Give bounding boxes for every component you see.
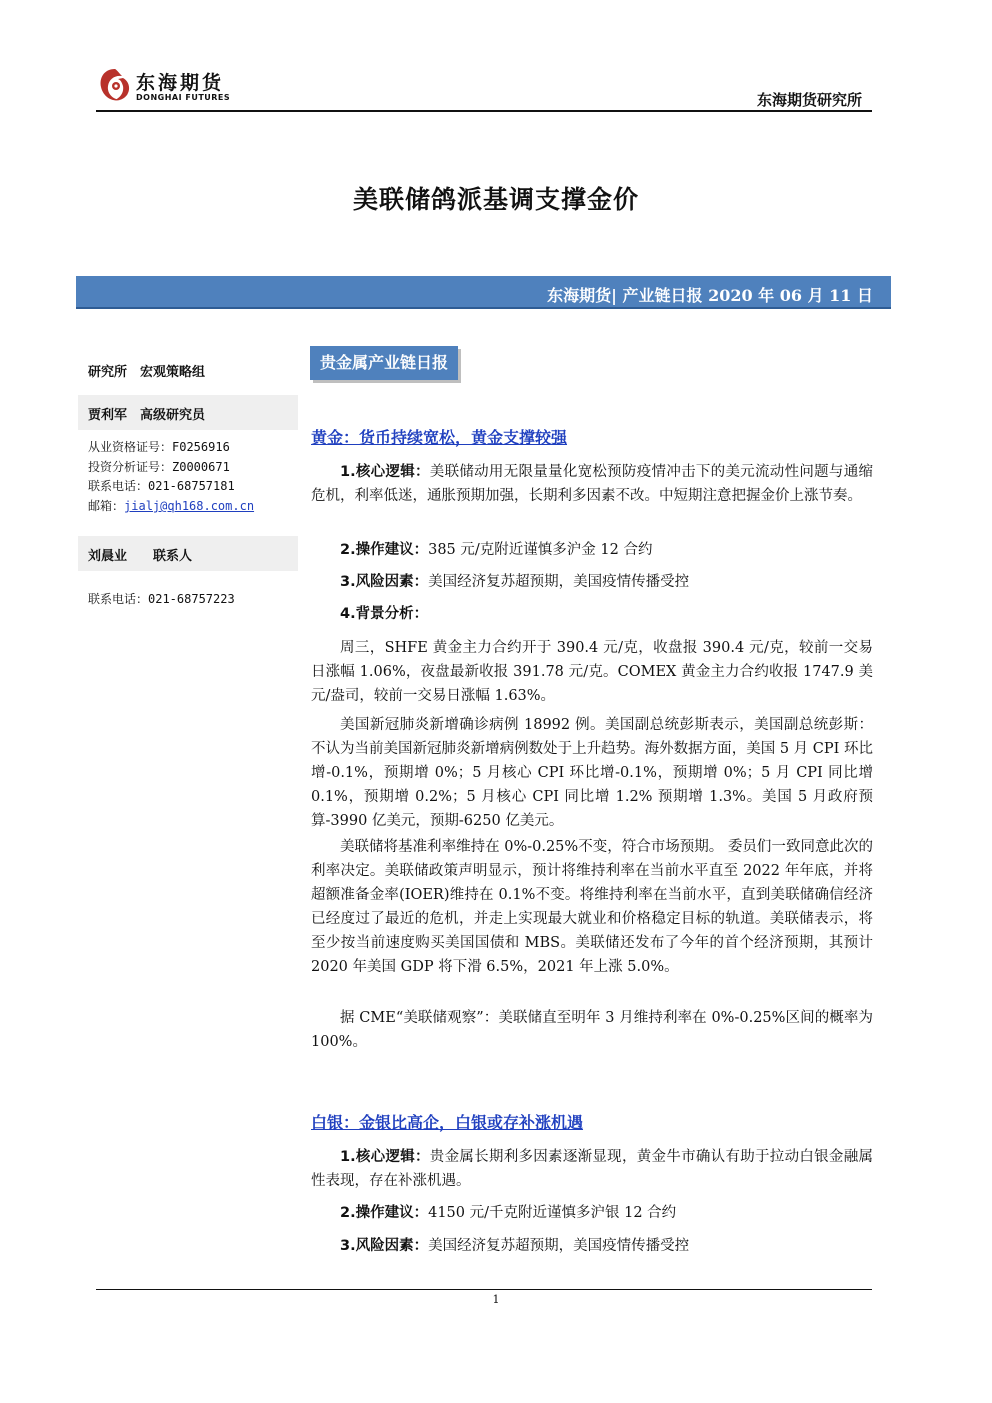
analyst1-name: 贾利军 高级研究员 — [88, 408, 206, 423]
email-link[interactable]: jialj@qh168.com.cn — [124, 499, 255, 513]
silver-risk-text: 美国经济复苏超预期，美国疫情传播受控 — [428, 1238, 690, 1254]
report-banner — [76, 276, 891, 309]
analyst1-phone: 联系电话：021-68757181 — [88, 479, 235, 493]
analyst1-email-line — [88, 497, 254, 514]
gold-paragraph-3: 美联储将基准利率维持在 0%-0.25%不变，符合市场预期。 委员们一致同意此次的利率决定。美联储政策声明显示，预计将维持利率在当前水平直至 2022 年年底，并将超额准备金率(IOER)维持在 0.1%不变。将维持利率在当前水平，直到美联储确信经济已经度过了最近的危机，并走上实现最大就业和价格稳定目标的轨道。美联储表示，将至少按当前速度购买美国国债和 MBS。美联储还发布了今年的首个经济预期，其预计 2020 年美国 GDP 将下滑 6.5%，2021 年上涨 5.0%。 — [311, 839, 873, 975]
gold-logic-text: 美联储动用无限量量化宽松预防疫情冲击下的美元流动性问题与通缩危机，利率低迷，通胀预期加强，长期利多因素不改。中短期注意把握金价上涨节奏。 — [311, 464, 873, 504]
logo-chinese-text: 东海期货 — [136, 72, 225, 94]
sidebar-dept — [78, 352, 298, 387]
silver-advice — [311, 1201, 873, 1225]
gold-risk — [311, 570, 873, 594]
silver-core-logic — [311, 1145, 873, 1193]
silver-risk-label: 3.风险因素： — [340, 1238, 429, 1254]
gold-bg-label: 4.背景分析： — [340, 606, 429, 622]
footer-rule — [96, 1289, 872, 1290]
gold-advice-text: 385 元/克附近谨慎多沪金 12 合约 — [428, 542, 653, 558]
logo-english-text: DONGHAI FUTURES — [136, 93, 231, 102]
gold-advice — [311, 538, 873, 562]
analyst2-header — [78, 536, 298, 571]
silver-advice-text: 4150 元/千克附近谨慎多沪银 12 合约 — [428, 1205, 677, 1221]
institute-name: 东海期货研究所 — [756, 91, 862, 109]
silver-logic-label: 1.核心逻辑： — [340, 1149, 430, 1165]
gold-risk-label: 3.风险因素： — [340, 574, 429, 590]
company-logo — [96, 66, 236, 110]
silver-risk — [311, 1234, 873, 1258]
gold-logic-label: 1.核心逻辑： — [340, 464, 430, 480]
email-label: 邮箱： — [88, 499, 125, 513]
gold-heading[interactable]: 黄金：货币持续宽松，黄金支撑较强 — [311, 428, 568, 447]
silver-advice-label: 2.操作建议： — [340, 1205, 429, 1221]
document-title: 美联储鸽派基调支撑金价 — [352, 185, 639, 214]
gold-background-label — [311, 602, 873, 626]
banner-text: 东海期货| 产业链日报 2020 年 06 月 11 日 — [547, 286, 873, 305]
silver-logic-text: 贵金属长期利多因素逐渐显现，黄金牛市确认有助于拉动白银金融属性表现，存在补涨机遇。 — [311, 1149, 873, 1189]
analyst1-invest-cert: 投资分析证号：Z0000671 — [88, 460, 230, 474]
analyst1-qualification: 从业资格证号：F0256916 — [88, 440, 230, 454]
gold-risk-text: 美国经济复苏超预期，美国疫情传播受控 — [428, 574, 690, 590]
analyst1-header — [78, 395, 298, 430]
section-tag: 贵金属产业链日报 — [310, 346, 458, 380]
silver-heading[interactable]: 白银：金银比高企，白银或存补涨机遇 — [311, 1113, 584, 1132]
gold-core-logic — [311, 460, 873, 508]
gold-paragraph-1: 周三，SHFE 黄金主力合约开于 390.4 元/克，收盘报 390.4 元/克，较前一交易日涨幅 1.06%，夜盘最新收报 391.78 元/克。COMEX 黄金主力合约收报 1747.9 美元/盎司，较前一交易日涨幅 1.63%。 — [311, 640, 873, 704]
gold-paragraph-2: 美国新冠肺炎新增确诊病例 18992 例。美国副总统彭斯表示，美国副总统彭斯：不认为当前美国新冠肺炎新增病例数处于上升趋势。海外数据方面，美国 5 月 CPI 环比增-0.1%，预期增 0%；5 月核心 CPI 环比增-0.1%，预期增 0%；5 月 CPI 同比增 0.1%，预期增 0.2%；5 月核心 CPI 同比增 1.2% 预期增 1.3%。美国 5 月政府预算-3990 亿美元，预期-6250 亿美元。 — [311, 717, 873, 829]
dept-label: 研究所 宏观策略组 — [88, 365, 206, 380]
header-rule — [96, 110, 872, 112]
dragon-logo-icon — [96, 66, 134, 106]
analyst2-phone: 联系电话：021-68757223 — [88, 592, 235, 606]
gold-advice-label: 2.操作建议： — [340, 542, 429, 558]
gold-paragraph-4: 据 CME“美联储观察”：美联储直至明年 3 月维持利率在 0%-0.25%区间的概率为 100%。 — [311, 1010, 873, 1050]
analyst2-name: 刘晨业 联系人 — [88, 549, 193, 564]
page-number: 1 — [492, 1293, 500, 1306]
